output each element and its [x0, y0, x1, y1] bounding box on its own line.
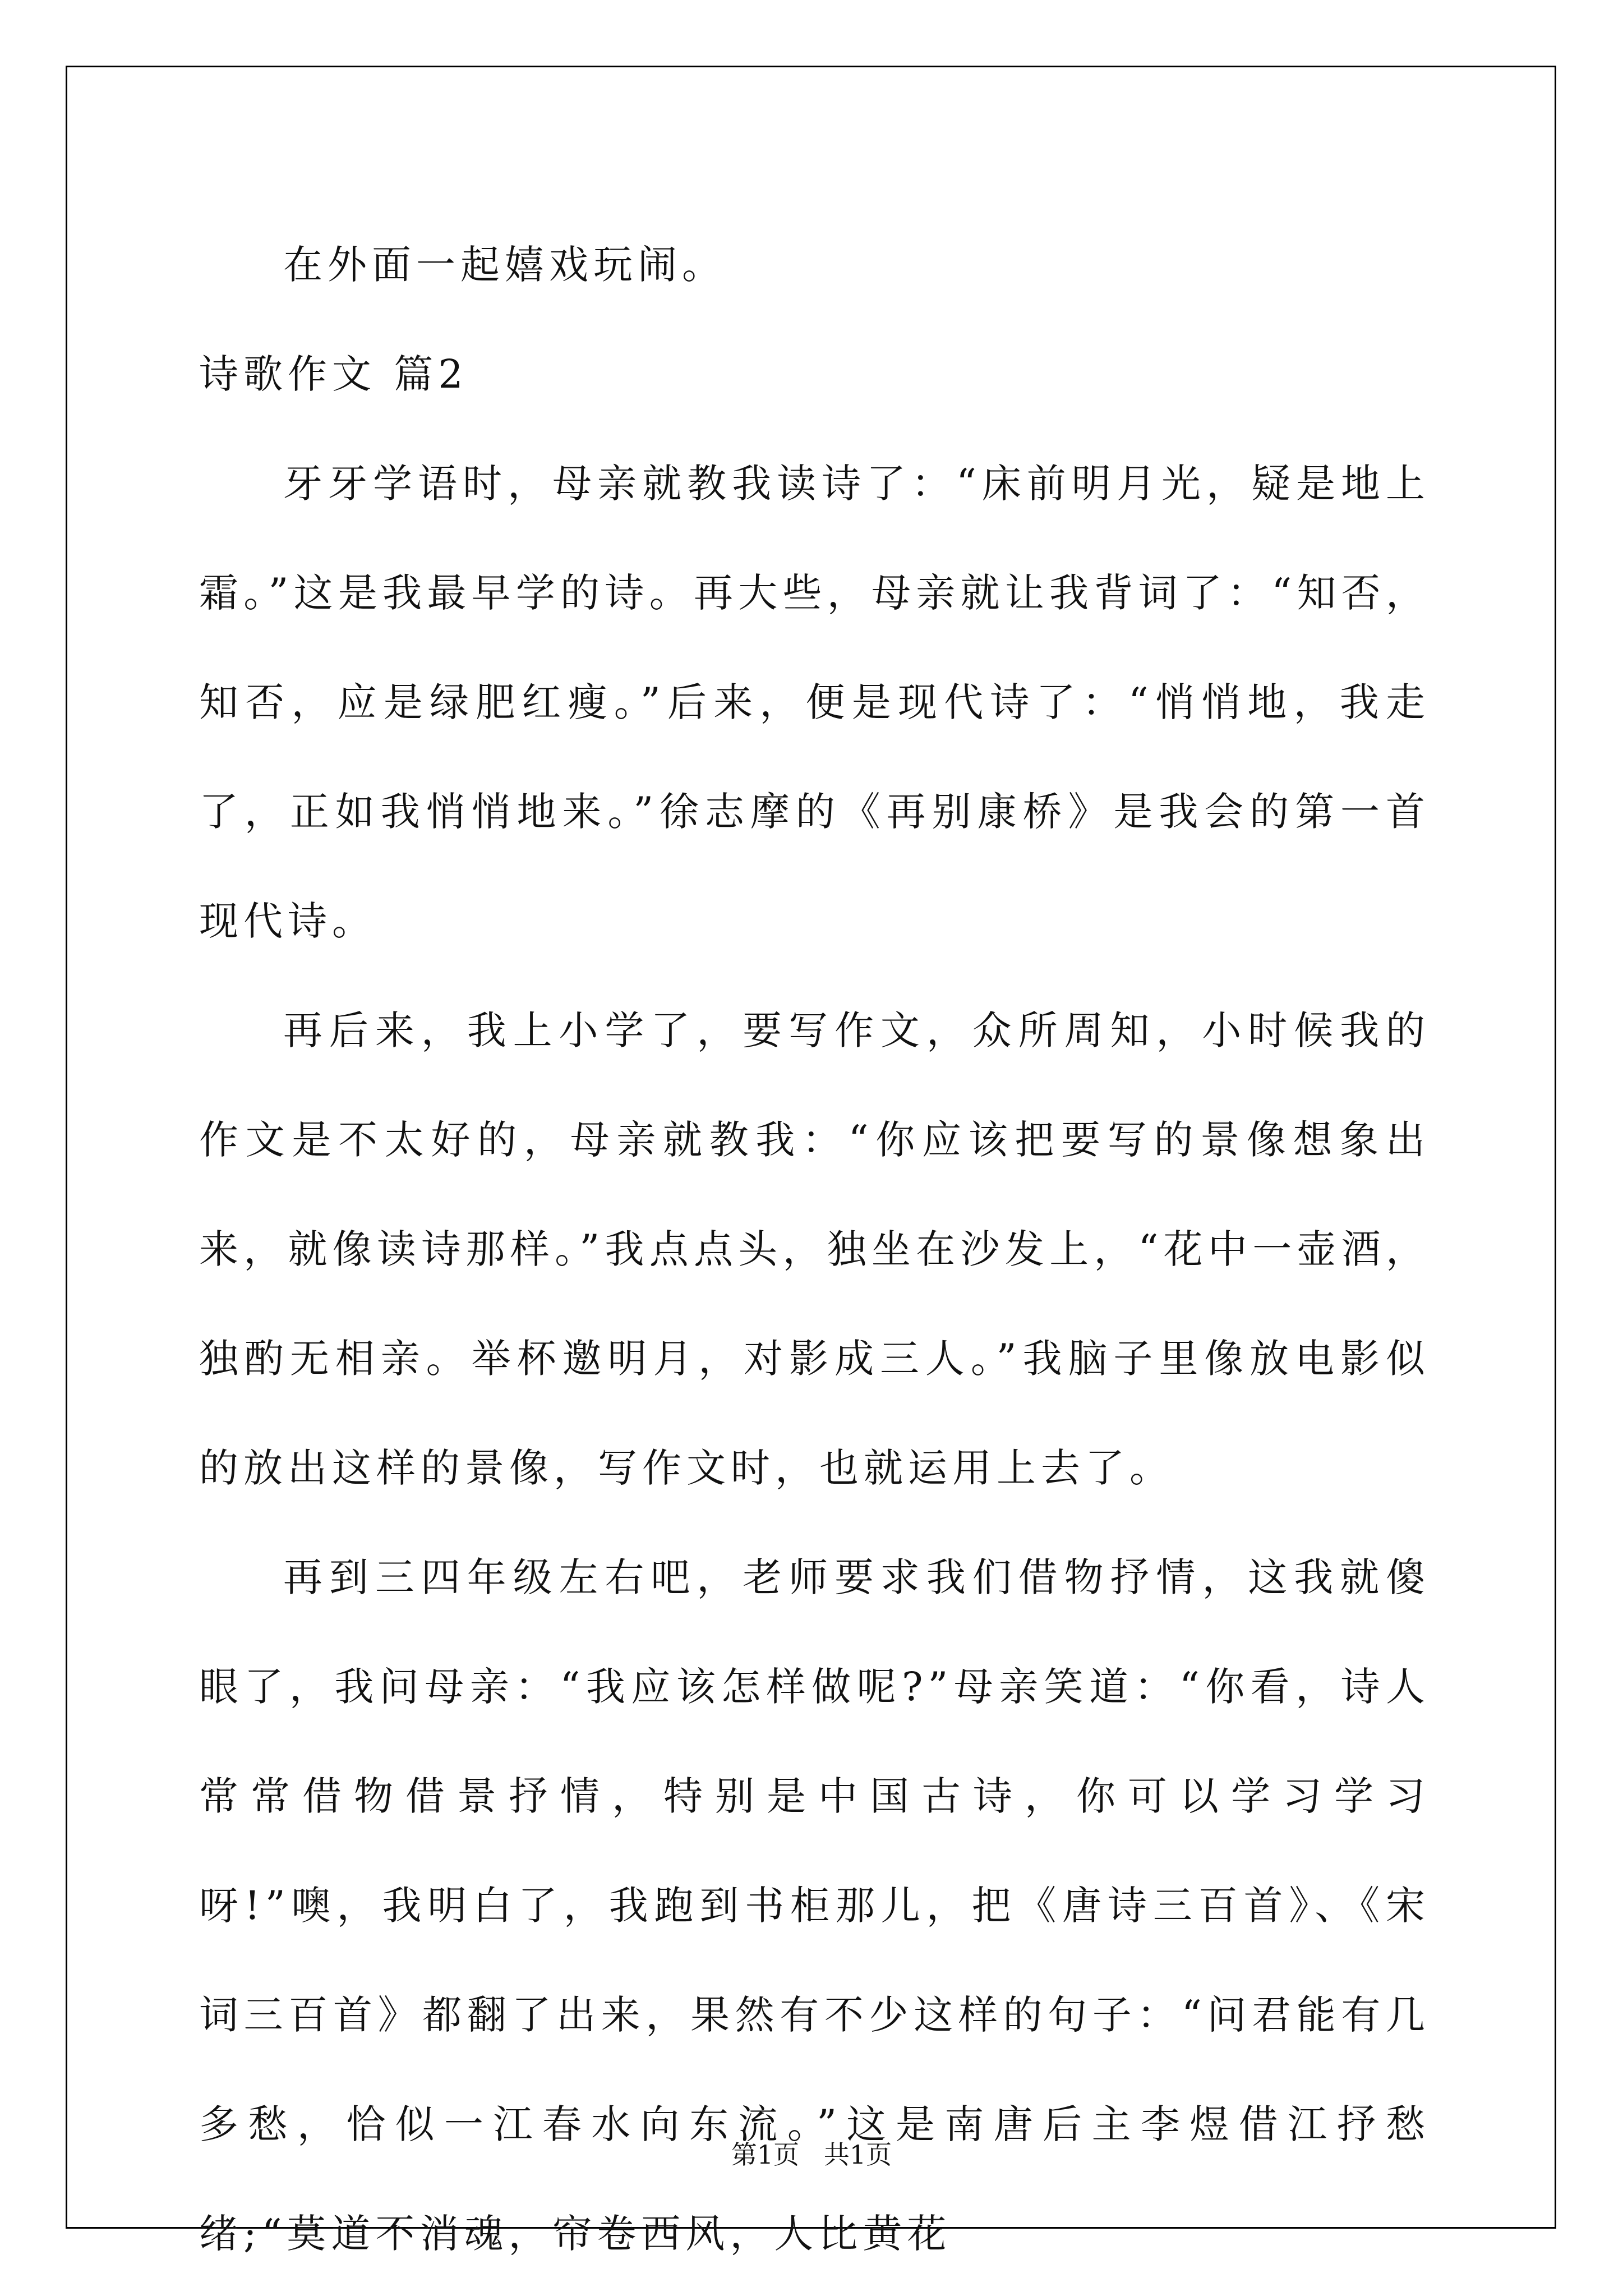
paragraph-continuation: 在外面一起嬉戏玩闹。 [283, 242, 726, 288]
paragraph-2: 再后来，我上小学了，要写作文，众所周知，小时候我的作文是不太好的，母亲就教我：“你应该把要写的景像想象出来，就像读诗那样。”我点点头，独坐在沙发上，“花中一壶酒，独酌无相亲。举杯邀明月，对影成三人。”我脑子里像放电影似的放出这样的景像，写作文时，也就运用上去了。 [199, 1007, 1430, 1491]
paragraph-1: 牙牙学语时，母亲就教我读诗了：“床前明月光，疑是地上霜。”这是我最早学的诗。再大些，母亲就让我背词了：“知否，知否，应是绿肥红瘦。”后来，便是现代诗了：“悄悄地，我走了，正如我悄悄地来。”徐志摩的《再别康桥》是我会的第一首现代诗。 [199, 461, 1430, 944]
paragraph-3: 再到三四年级左右吧，老师要求我们借物抒情，这我就傻眼了，我问母亲：“我应该怎样做呢?”母亲笑道：“你看，诗人常常借物借景抒情，特别是中国古诗，你可以学习学习呀!”噢，我明白了，我跑到书柜那儿，把《唐诗三百首》、《宋词三百首》都翻了出来，果然有不少这样的句子：“问君能有几多愁，恰似一江春水向东流。”这是南唐后主李煜借江抒愁绪;“莫道不消魂，帘卷西风，人比黄花 [199, 1554, 1430, 2257]
page-footer: 第1页 共1页 [731, 2139, 892, 2170]
section-heading: 诗歌作文 篇2 [199, 351, 468, 397]
document-body [199, 210, 1430, 2289]
